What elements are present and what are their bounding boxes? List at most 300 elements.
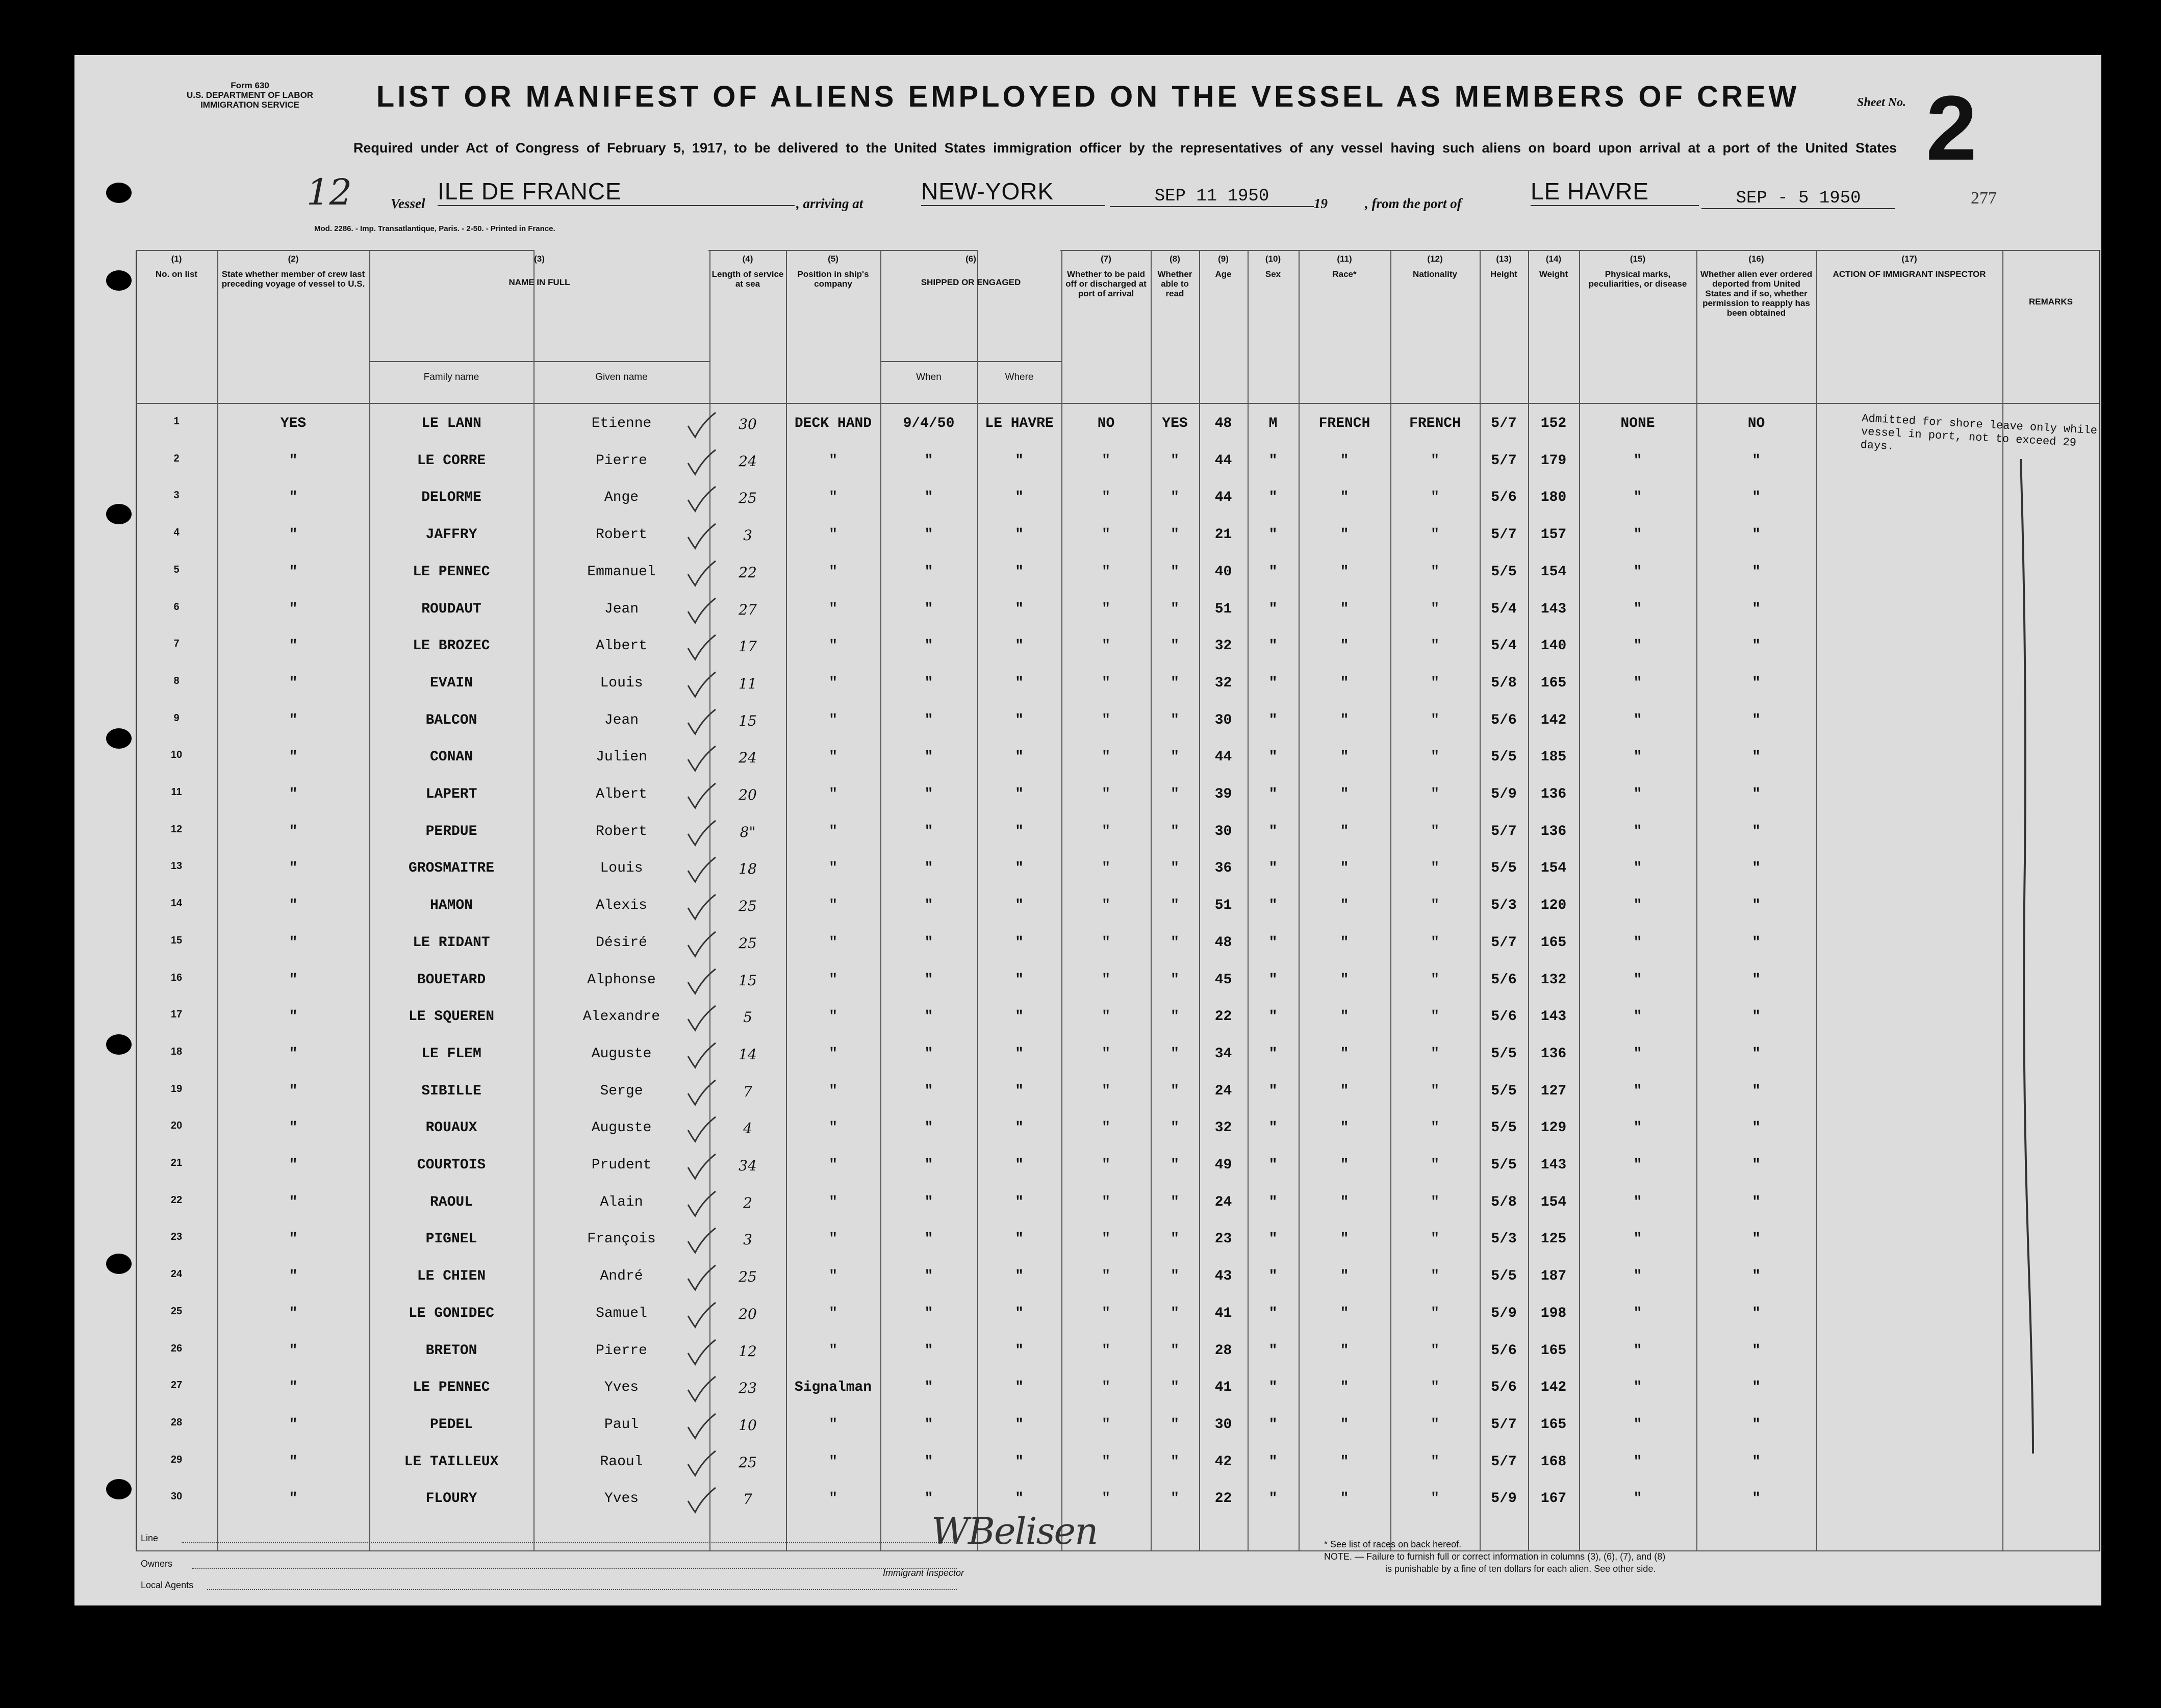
table-row <box>136 707 2099 745</box>
cell-deported: " <box>1752 1231 1761 1247</box>
punch-hole <box>106 270 132 291</box>
cell-marks: " <box>1633 452 1642 469</box>
cell-age: 41 <box>1214 1305 1232 1321</box>
cell-paid-off: " <box>1102 823 1110 839</box>
table-row <box>136 930 2099 967</box>
cell-sex: " <box>1268 1342 1278 1359</box>
cell-member: " <box>289 898 298 914</box>
cell-marks: " <box>1633 564 1642 580</box>
cell-member: " <box>289 564 298 580</box>
cell-member: " <box>289 1416 298 1433</box>
cell-nationality: " <box>1431 1342 1439 1359</box>
cell-marks: " <box>1633 1380 1642 1396</box>
cell-paid-off: " <box>1102 564 1110 580</box>
cell-family: BALCON <box>425 712 477 728</box>
cell-nationality: " <box>1431 749 1439 766</box>
cell-given: Yves <box>604 1380 639 1396</box>
cell-race: " <box>1340 1194 1349 1210</box>
cell-family: ROUDAUT <box>421 601 481 617</box>
table-row <box>136 1263 2099 1301</box>
cell-height: 5/5 <box>1491 860 1517 877</box>
cell-race: " <box>1340 675 1349 691</box>
cell-sex: " <box>1268 1009 1278 1025</box>
cell-age: 44 <box>1214 749 1232 766</box>
cell-age: 21 <box>1214 527 1232 543</box>
cell-race: " <box>1340 823 1349 839</box>
cell-age: 32 <box>1214 675 1232 691</box>
cell-position: " <box>829 527 837 543</box>
header-cover <box>978 250 1060 361</box>
cell-race: " <box>1340 638 1349 654</box>
cell-position: " <box>829 601 837 617</box>
cell-paid-off: " <box>1102 1009 1110 1025</box>
cell-when: " <box>924 823 933 839</box>
table-row <box>136 448 2099 485</box>
cell-marks: " <box>1633 712 1642 728</box>
cell-no: 13 <box>170 860 183 872</box>
cell-where: " <box>1015 1046 1024 1062</box>
cell-age: 30 <box>1214 712 1232 728</box>
cell-member: " <box>289 638 298 654</box>
cell-where: " <box>1015 1342 1024 1359</box>
cell-where: " <box>1015 527 1024 543</box>
cell-weight: 165 <box>1540 934 1567 951</box>
table-row <box>136 596 2099 633</box>
cell-paid-off: " <box>1102 1268 1110 1285</box>
cell-height: 5/5 <box>1491 1157 1517 1173</box>
check-mark-icon <box>684 633 720 664</box>
cell-height: 5/9 <box>1491 786 1517 802</box>
footnotes <box>1324 1538 1665 1575</box>
cell-nationality: FRENCH <box>1409 416 1461 431</box>
cell-service: 30 <box>739 416 757 432</box>
column-header-col6: SHIPPED OR ENGAGED <box>921 277 1021 287</box>
column-number: (1) <box>171 254 182 264</box>
cell-deported: " <box>1752 786 1761 802</box>
cell-where: " <box>1015 1454 1024 1470</box>
cell-given: Robert <box>596 527 647 543</box>
table-bottom-border <box>136 1550 2099 1551</box>
cell-height: 5/7 <box>1491 934 1517 951</box>
cell-weight: 165 <box>1540 1342 1567 1359</box>
owners-label: Owners <box>141 1559 173 1569</box>
table-row <box>136 1152 2099 1189</box>
cell-age: 51 <box>1214 898 1232 914</box>
table-row <box>136 1338 2099 1375</box>
cell-age: 34 <box>1214 1046 1232 1062</box>
cell-sex: " <box>1268 1268 1278 1285</box>
check-mark-icon <box>684 819 720 849</box>
cell-marks: " <box>1633 1046 1642 1062</box>
cell-where: LE HAVRE <box>985 416 1054 431</box>
cell-read: " <box>1171 934 1179 951</box>
cell-no: 4 <box>173 527 180 539</box>
cell-member: " <box>289 1009 298 1025</box>
cell-race: " <box>1340 564 1349 580</box>
cell-weight: 180 <box>1540 490 1567 506</box>
local-agents-label: Local Agents <box>141 1580 194 1590</box>
column-header-col12: Nationality <box>1413 269 1457 279</box>
cell-nationality: " <box>1431 712 1439 728</box>
cell-given: Albert <box>596 786 647 802</box>
cell-no: 24 <box>170 1268 183 1280</box>
cell-weight: 142 <box>1540 1380 1567 1396</box>
check-mark-icon <box>684 967 720 998</box>
cell-no: 22 <box>170 1194 183 1206</box>
table-row <box>136 1449 2099 1486</box>
cell-marks: " <box>1633 1268 1642 1285</box>
cell-deported: " <box>1752 1083 1761 1099</box>
cell-race: " <box>1340 1491 1349 1507</box>
cell-family: FLOURY <box>425 1491 477 1507</box>
table-row <box>136 1115 2099 1152</box>
cell-marks: " <box>1633 1120 1642 1136</box>
cell-no: 9 <box>173 712 180 724</box>
cell-when: " <box>924 1120 933 1136</box>
column-header-col17: ACTION OF IMMIGRANT INSPECTOR <box>1833 269 1986 279</box>
cell-member: " <box>289 1491 298 1507</box>
cell-deported: " <box>1752 1120 1761 1136</box>
cell-height: 5/5 <box>1491 1268 1517 1285</box>
cell-nationality: " <box>1431 675 1439 691</box>
column-number: (14) <box>1545 254 1562 264</box>
cell-marks: " <box>1633 972 1642 988</box>
column-number: (3) <box>534 254 545 264</box>
cell-read: " <box>1171 1120 1179 1136</box>
cell-member: " <box>289 1231 298 1247</box>
cell-race: " <box>1340 1305 1349 1321</box>
penalty-note-cont: is punishable by a fine of ten dollars for each alien. See other side. <box>1385 1564 1656 1574</box>
check-mark-icon <box>684 1041 720 1072</box>
cell-given: Alain <box>600 1194 643 1210</box>
cell-when: " <box>924 1268 933 1285</box>
cell-marks: " <box>1633 1157 1642 1173</box>
punch-hole <box>106 1254 132 1274</box>
cell-family: PEDEL <box>429 1416 473 1433</box>
column-header-col9: Age <box>1215 269 1232 279</box>
cell-member: YES <box>280 416 307 431</box>
cell-weight: 127 <box>1540 1083 1567 1099</box>
cell-nationality: " <box>1431 527 1439 543</box>
cell-given: Alexis <box>596 898 647 914</box>
cell-race: " <box>1340 934 1349 951</box>
punch-hole <box>106 1034 132 1055</box>
cell-given: Auguste <box>591 1120 652 1136</box>
cell-deported: " <box>1752 1491 1761 1507</box>
departure-date: SEP - 5 1950 <box>1701 189 1895 209</box>
cell-when: " <box>924 1416 933 1433</box>
cell-sex: " <box>1268 1157 1278 1173</box>
cell-weight: 185 <box>1540 749 1567 766</box>
cell-where: " <box>1015 452 1024 469</box>
cell-deported: " <box>1752 1342 1761 1359</box>
cell-deported: " <box>1752 1416 1761 1433</box>
column-number: (7) <box>1101 254 1111 264</box>
table-row <box>136 1412 2099 1449</box>
cell-read: " <box>1171 860 1179 877</box>
cell-service: 2 <box>743 1194 752 1211</box>
cell-position: " <box>829 934 837 951</box>
cell-race: " <box>1340 1083 1349 1099</box>
column-header-col11: Race* <box>1332 269 1357 279</box>
cell-given: Albert <box>596 638 647 654</box>
cell-given: Alexandre <box>582 1009 660 1025</box>
column-header-col10: Sex <box>1265 269 1281 279</box>
cell-sex: " <box>1268 1416 1278 1433</box>
cell-age: 40 <box>1214 564 1232 580</box>
cell-race: " <box>1340 1380 1349 1396</box>
cell-marks: " <box>1633 1009 1642 1025</box>
cell-race: FRENCH <box>1318 416 1370 431</box>
cell-height: 5/5 <box>1491 564 1517 580</box>
column-header-col16: Whether alien ever ordered deported from United States and if so, whether permission to reapply has been obtained <box>1700 269 1813 318</box>
cell-when: " <box>924 1231 933 1247</box>
manifest-subtitle: Required under Act of Congress of February 5, 1917, to be delivered to the United States immigration officer by the representatives of any vessel having such aliens on board upon arrival at a port of the United States <box>353 140 1897 156</box>
cell-deported: " <box>1752 1305 1761 1321</box>
cell-read: " <box>1171 490 1179 506</box>
cell-family: JAFFRY <box>425 527 477 543</box>
cell-service: 7 <box>743 1491 752 1508</box>
cell-read: " <box>1171 1046 1179 1062</box>
cell-service: 7 <box>743 1083 752 1100</box>
check-mark-icon <box>684 596 720 627</box>
cell-sex: " <box>1268 490 1278 506</box>
cell-height: 5/5 <box>1491 749 1517 766</box>
cell-height: 5/7 <box>1491 527 1517 543</box>
table-row <box>136 559 2099 596</box>
cell-sex: " <box>1268 934 1278 951</box>
cell-read: " <box>1171 1231 1179 1247</box>
remarks-ditto-line <box>2018 454 2048 1464</box>
check-mark-icon <box>684 1449 720 1480</box>
cell-age: 24 <box>1214 1083 1232 1099</box>
cell-read: " <box>1171 1268 1179 1285</box>
cell-height: 5/7 <box>1491 452 1517 469</box>
cell-nationality: " <box>1431 972 1439 988</box>
cell-where: " <box>1015 1416 1024 1433</box>
cell-height: 5/9 <box>1491 1305 1517 1321</box>
cell-when: " <box>924 452 933 469</box>
cell-race: " <box>1340 601 1349 617</box>
cell-given: André <box>600 1268 643 1285</box>
cell-where: " <box>1015 712 1024 728</box>
cell-marks: " <box>1633 490 1642 506</box>
cell-deported: " <box>1752 638 1761 654</box>
cell-member: " <box>289 1305 298 1321</box>
cell-deported: " <box>1752 823 1761 839</box>
cell-when: " <box>924 675 933 691</box>
cell-paid-off: " <box>1102 675 1110 691</box>
check-mark-icon <box>684 1189 720 1220</box>
line-label: Line <box>141 1533 159 1543</box>
cell-height: 5/7 <box>1491 1454 1517 1470</box>
cell-no: 29 <box>170 1454 183 1465</box>
cell-given: Pierre <box>596 1342 647 1359</box>
form-identifier: Form 630 U.S. DEPARTMENT OF LABOR IMMIGRATION SERVICE <box>187 81 314 110</box>
cell-when: " <box>924 1380 933 1396</box>
cell-sex: " <box>1268 823 1278 839</box>
cell-marks: " <box>1633 749 1642 766</box>
cell-when: " <box>924 564 933 580</box>
cell-weight: 154 <box>1540 860 1567 877</box>
year-label: 19 <box>1314 196 1328 211</box>
cell-no: 30 <box>170 1491 183 1502</box>
sheet-number: 2 <box>1926 77 1977 180</box>
cell-sex: " <box>1268 749 1278 766</box>
cell-position: " <box>829 786 837 802</box>
cell-age: 36 <box>1214 860 1232 877</box>
cell-when: " <box>924 898 933 914</box>
cell-paid-off: " <box>1102 1491 1110 1507</box>
cell-no: 12 <box>170 823 183 835</box>
cell-age: 32 <box>1214 638 1232 654</box>
cell-weight: 136 <box>1540 823 1567 839</box>
column-number: (8) <box>1170 254 1180 264</box>
cell-service: 15 <box>739 712 757 729</box>
cell-service: 23 <box>739 1380 757 1397</box>
cell-weight: 143 <box>1540 601 1567 617</box>
cell-height: 5/7 <box>1491 823 1517 839</box>
arrival-date: SEP 11 1950 <box>1110 187 1314 207</box>
cell-race: " <box>1340 1231 1349 1247</box>
cell-position: " <box>829 823 837 839</box>
column-number: (9) <box>1218 254 1229 264</box>
cell-read: " <box>1171 786 1179 802</box>
cell-height: 5/8 <box>1491 675 1517 691</box>
cell-marks: " <box>1633 934 1642 951</box>
cell-age: 51 <box>1214 601 1232 617</box>
column-header-col3: NAME IN FULL <box>509 277 570 287</box>
cell-where: " <box>1015 860 1024 877</box>
cell-family: LAPERT <box>425 786 477 802</box>
cell-age: 30 <box>1214 1416 1232 1433</box>
cell-where: " <box>1015 1491 1024 1507</box>
cell-sex: " <box>1268 1046 1278 1062</box>
cell-where: " <box>1015 1380 1024 1396</box>
cell-service: 3 <box>743 527 752 544</box>
cell-race: " <box>1340 452 1349 469</box>
cell-family: LE GONIDEC <box>408 1305 495 1321</box>
cell-where: " <box>1015 1305 1024 1321</box>
cell-service: 25 <box>739 490 757 507</box>
cell-race: " <box>1340 1009 1349 1025</box>
cell-when: " <box>924 786 933 802</box>
cell-no: 25 <box>170 1305 183 1317</box>
cell-height: 5/5 <box>1491 1120 1517 1136</box>
check-mark-icon <box>684 411 720 441</box>
cell-marks: " <box>1633 1491 1642 1507</box>
cell-given: Julien <box>596 749 647 766</box>
stamp-number: 277 <box>1971 189 1997 208</box>
cell-family: LE TAILLEUX <box>404 1454 499 1470</box>
cell-member: " <box>289 786 298 802</box>
cell-paid-off: " <box>1102 638 1110 654</box>
cell-given: Jean <box>604 601 639 617</box>
cell-sex: " <box>1268 1120 1278 1136</box>
cell-position: Signalman <box>794 1380 872 1396</box>
cell-weight: 187 <box>1540 1268 1567 1285</box>
cell-deported: " <box>1752 490 1761 506</box>
cell-height: 5/6 <box>1491 490 1517 506</box>
cell-when: " <box>924 712 933 728</box>
cell-member: " <box>289 972 298 988</box>
cell-nationality: " <box>1431 1380 1439 1396</box>
table-row <box>136 1226 2099 1263</box>
check-mark-icon <box>684 559 720 590</box>
cell-marks: " <box>1633 898 1642 914</box>
cell-sex: " <box>1268 564 1278 580</box>
cell-weight: 167 <box>1540 1491 1567 1507</box>
vessel-name: ILE DE FRANCE <box>438 177 795 206</box>
cell-given: Désiré <box>596 934 647 951</box>
check-mark-icon <box>684 1374 720 1405</box>
cell-race: " <box>1340 1454 1349 1470</box>
cell-weight: 140 <box>1540 638 1567 654</box>
punch-hole <box>106 183 132 203</box>
cell-read: " <box>1171 601 1179 617</box>
column-header-col8: Whether able to read <box>1157 269 1192 298</box>
table-row <box>136 1486 2099 1523</box>
cell-given: Emmanuel <box>587 564 656 580</box>
table-row <box>136 411 2099 448</box>
cell-no: 20 <box>170 1120 183 1132</box>
table-row <box>136 1301 2099 1338</box>
cell-where: " <box>1015 564 1024 580</box>
cell-deported: " <box>1752 452 1761 469</box>
cell-paid-off: " <box>1102 934 1110 951</box>
cell-position: " <box>829 1268 837 1285</box>
cell-where: " <box>1015 1194 1024 1210</box>
cell-given: Robert <box>596 823 647 839</box>
cell-service: 10 <box>739 1416 757 1434</box>
cell-read: " <box>1171 1342 1179 1359</box>
check-mark-icon <box>684 670 720 701</box>
cell-when: " <box>924 638 933 654</box>
cell-read: " <box>1171 1491 1179 1507</box>
cell-no: 10 <box>170 749 183 761</box>
cell-family: PIGNEL <box>425 1231 477 1247</box>
cell-weight: 154 <box>1540 564 1567 580</box>
cell-member: " <box>289 1342 298 1359</box>
cell-no: 23 <box>170 1231 183 1243</box>
column-subheader-col6a: When <box>916 372 942 383</box>
cell-nationality: " <box>1431 823 1439 839</box>
shipped-subdivider <box>977 361 978 403</box>
cell-position: " <box>829 1416 837 1433</box>
arriving-label: , arriving at <box>796 196 863 211</box>
cell-where: " <box>1015 823 1024 839</box>
cell-sex: " <box>1268 898 1278 914</box>
column-header-col1: No. on list <box>155 269 198 279</box>
cell-deported: " <box>1752 860 1761 877</box>
cell-position: " <box>829 712 837 728</box>
cell-nationality: " <box>1431 1231 1439 1247</box>
column-number: (16) <box>1748 254 1764 264</box>
cell-sex: M <box>1268 416 1278 431</box>
table-row <box>136 485 2099 522</box>
cell-where: " <box>1015 934 1024 951</box>
cell-paid-off: " <box>1102 1454 1110 1470</box>
cell-paid-off: " <box>1102 898 1110 914</box>
cell-height: 5/5 <box>1491 1083 1517 1099</box>
cell-race: " <box>1340 1120 1349 1136</box>
cell-family: ROUAUX <box>425 1120 477 1136</box>
cell-deported: " <box>1752 1046 1761 1062</box>
cell-sex: " <box>1268 638 1278 654</box>
table-row <box>136 522 2099 559</box>
cell-height: 5/8 <box>1491 1194 1517 1210</box>
cell-no: 28 <box>170 1416 183 1428</box>
